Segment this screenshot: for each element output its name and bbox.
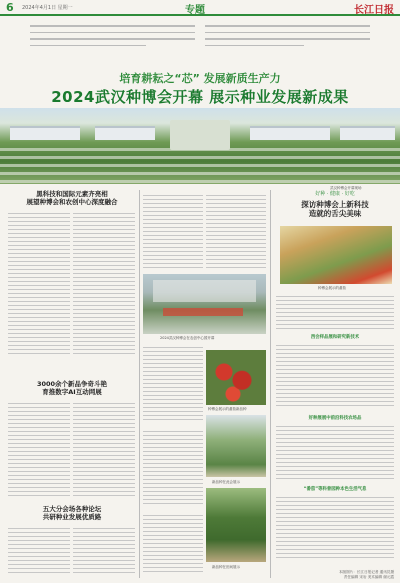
opening-ceremony-photo (143, 274, 266, 334)
left-body-4 (73, 400, 135, 500)
left-subhead-2: 3000余个新品争奇斗艳 育推数字AI互动网展 (36, 380, 108, 396)
right-body-4 (276, 494, 394, 564)
section-label: 专题 (185, 5, 205, 16)
right-headline: 探访种博会上新科技 造就的舌尖美味 (301, 200, 369, 218)
intro-text-left (30, 20, 195, 51)
tomato-photo (206, 350, 266, 405)
aerial-greenhouse-photo (0, 108, 400, 184)
headline-kicker: 培育耕耘之“芯” 发展新质生产力 (119, 72, 281, 85)
mid-photo-caption-1: 2024武汉种博会在农创中心园开幕 (160, 336, 215, 340)
issue-date: 2024年4月1日 星期一 (22, 5, 73, 11)
left-body-1 (8, 210, 70, 360)
mid-body-2 (206, 192, 266, 272)
right-body-2 (276, 342, 394, 412)
top-photo-caption: 武汉种博会开幕现场 (330, 186, 362, 190)
vegetable-display-photo (280, 226, 392, 284)
page-header (0, 0, 400, 16)
right-box-label-3: “番茄”等科普园种本色生活气息 (303, 487, 367, 492)
mid-body-3 (143, 344, 203, 424)
left-body-3 (8, 400, 70, 500)
page-number: 6 (6, 1, 14, 14)
greenhouse-interior-photo (206, 415, 266, 477)
right-body-1 (276, 293, 394, 331)
left-subhead-3: 五大分会场各种论坛 共研种业发展优质路 (42, 505, 102, 521)
mid-photo-caption-3: 新品种在此会展示 (212, 480, 240, 484)
mid-body-5 (143, 512, 203, 574)
column-divider (139, 190, 140, 578)
left-body-5 (8, 525, 70, 575)
mid-photo-caption-2: 种博会展示的番茄新品种 (208, 407, 247, 411)
right-box-label-1: 西会样品展和研究新技术 (310, 335, 360, 340)
right-kicker: 好种 · 健康 · 好吃 (315, 191, 355, 197)
right-photo-caption: 种博会展示的番茄 (318, 286, 346, 290)
field-plants-photo (206, 488, 266, 562)
right-box-label-2: 好种展展中前沿科技农场品 (308, 416, 362, 421)
left-body-2 (73, 210, 135, 360)
page-footer (339, 570, 394, 580)
photo-credit: 本版图片：长江日报记者 通讯员摄 (338, 570, 394, 574)
intro-text-right (205, 20, 370, 51)
right-body-3 (276, 423, 394, 483)
mid-body-4 (143, 428, 203, 508)
column-divider (270, 190, 271, 578)
mid-photo-caption-4: 新品种在田间展示 (212, 565, 240, 569)
editor-credit: 责任编辑 宋岩 美术编辑 谢元霞 (343, 575, 394, 579)
mid-body-1 (143, 192, 203, 272)
left-subhead-1: 黑科技和国际元素齐亮相 展望种博会和农创中心深度融合 (26, 190, 118, 206)
left-body-6 (73, 525, 135, 575)
main-headline: 2024武汉种博会开幕 展示种业发展新成果 (51, 88, 349, 106)
masthead-logo: 长江日报 (354, 5, 394, 16)
